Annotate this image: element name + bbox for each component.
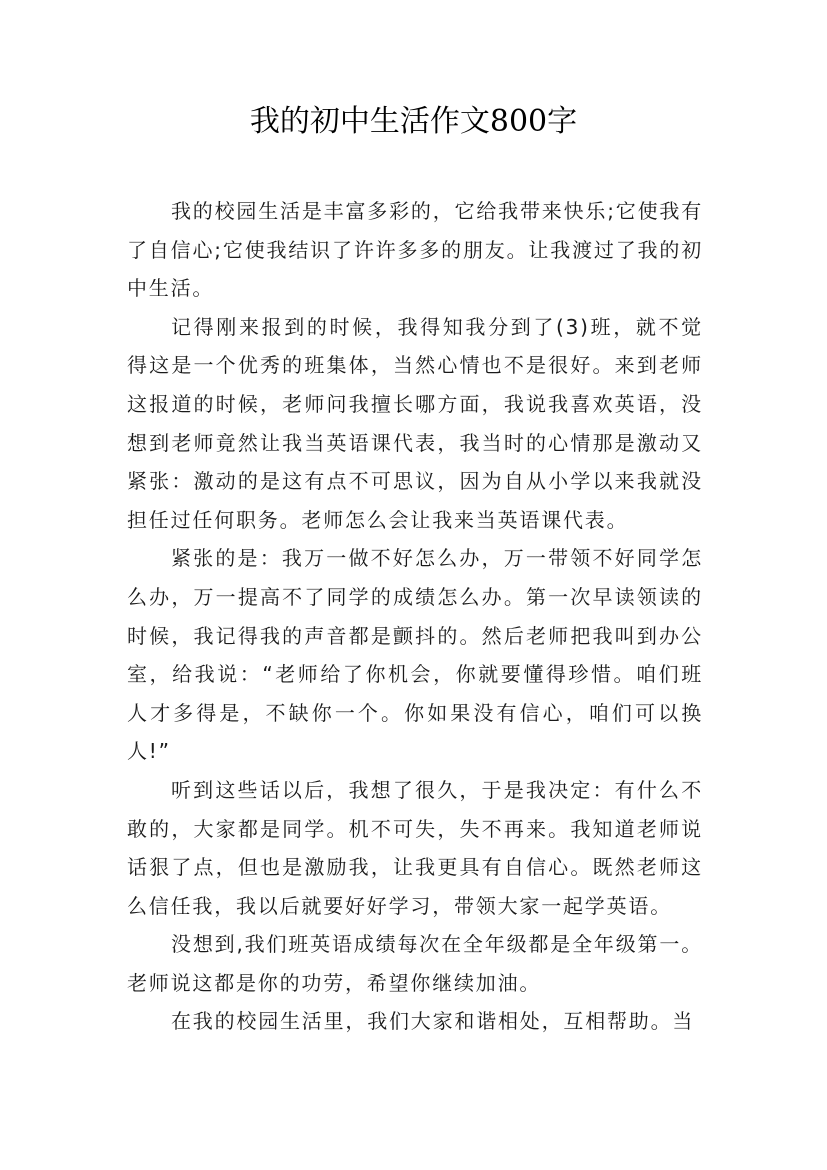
paragraph: 没想到,我们班英语成绩每次在全年级都是全年级第一。老师说这都是你的功劳，希望你继续加油。 xyxy=(127,932,703,995)
paragraph: 我的校园生活是丰富多彩的，它给我带来快乐;它使我有了自信心;它使我结识了许许多多的朋友。让我渡过了我的初中生活。 xyxy=(127,199,703,301)
paragraph: 记得刚来报到的时候，我得知我分到了(3)班，就不觉得这是一个优秀的班集体，当然心情也不是很好。来到老师这报道的时候，老师问我擅长哪方面，我说我喜欢英语，没想到老师竟然让我当英语课代表，我当时的心情那是激动又紧张：激动的是这有点不可思议，因为自从小学以来我就没担任过任何职务。老师怎么会让我来当英语课代表。 xyxy=(127,314,703,532)
paragraph: 听到这些话以后，我想了很久，于是我决定：有什么不敢的，大家都是同学。机不可失，失不再来。我知道老师说话狠了点，但也是激励我，让我更具有自信心。既然老师这么信任我，我以后就要好好学习，带领大家一起学英语。 xyxy=(127,777,703,918)
paragraph: 在我的校园生活里，我们大家和谐相处，互相帮助。当 xyxy=(171,1009,695,1034)
paragraph: 紧张的是：我万一做不好怎么办，万一带领不好同学怎么办，万一提高不了同学的成绩怎么办。第一次早读领读的时候，我记得我的声音都是颤抖的。然后老师把我叫到办公室，给我说：“老师给了你机会，你就要懂得珍惜。咱们班人才多得是，不缺你一个。你如果没有信心，咱们可以换人!” xyxy=(127,546,703,764)
document-title: 我的初中生活作文800字 xyxy=(249,104,578,139)
document-body xyxy=(127,192,703,1041)
